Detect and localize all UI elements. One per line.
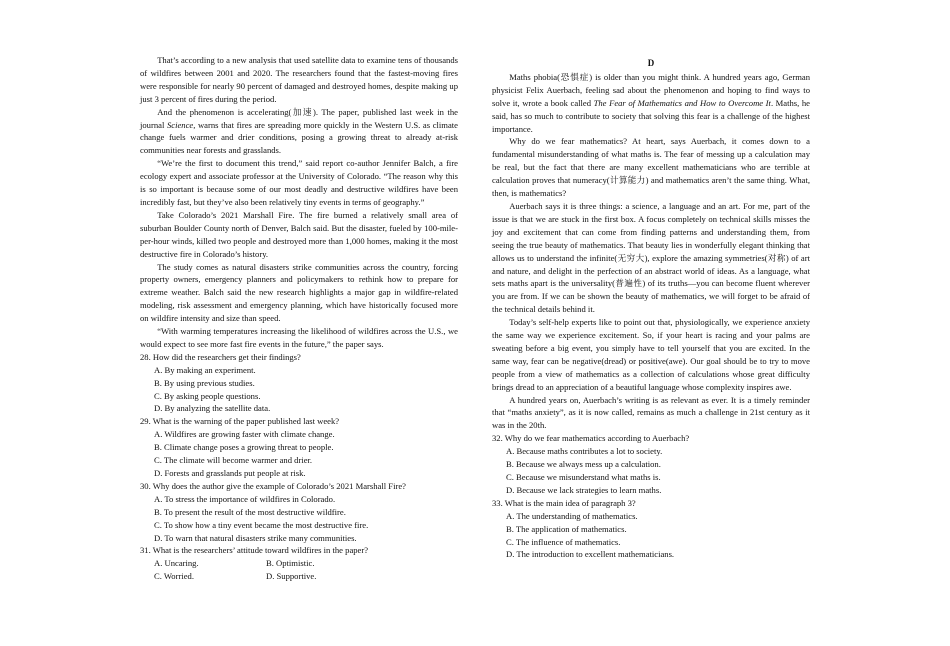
question-30 — [140, 480, 458, 545]
question-stem: 32. Why do we fear mathematics according to Auerbach? — [492, 433, 690, 444]
option-c: C. By asking people questions. — [154, 390, 261, 401]
option-d: D. Because we lack strategies to learn maths. — [506, 484, 662, 495]
option-b: B. The application of mathematics. — [506, 523, 627, 534]
option-d: D. By analyzing the satellite data. — [154, 403, 271, 414]
option-d: D. Supportive. — [266, 571, 317, 582]
question-stem: 28. How did the researchers get their findings? — [140, 351, 301, 362]
option-a: A. Uncaring. — [154, 558, 199, 569]
passage-paragraph: And the phenomenon is accelerating(加速). The paper, published last week in the journal Science, warns that fires are spreading more quickly in the Western U.S. as climate change fuels warmer and drier conditions, posing a growing threat to already at-risk communities near forests and grasslands. — [140, 106, 458, 156]
passage-paragraph: Auerbach says it is three things: a science, a language and an art. For me, part of the issue is that we are stuck in the first box. A focus completely on technical skills misses the joy and excitement that can come from finding patterns and understanding them, from seeing the true beauty of mathematics. That beauty lies in wonderfully elegant thinking that allows us to understand the infinite(无穷大), explore the amazing symmetries(对称) of art and nature, and delight in the perfection of an abstract world of ideas. As a language, what sets maths apart is the universality(普遍性) of its truths—you can become fluent wherever you are from. If we can be shown the beauty of mathematics, we will forget to be afraid of the technical details behind it. — [492, 200, 810, 315]
option-d: D. To warn that natural disasters strike many communities. — [154, 532, 357, 543]
question-32 — [492, 432, 810, 497]
question-stem: 33. What is the main idea of paragraph 3? — [492, 497, 636, 508]
book-title: The Fear of Mathematics and How to Overcome It — [593, 97, 771, 108]
option-c: C. To show how a tiny event became the most destructive fire. — [154, 519, 369, 530]
option-row — [140, 557, 458, 570]
option-d: D. Forests and grasslands put people at risk. — [154, 468, 306, 478]
passage-paragraph: Today’s self-help experts like to point out that, physiologically, we experience anxiety the same way we experience excitement. So, if your heart is racing and your palms are sweating before a big event, you simply have to tell yourself that you are excited. In the same way, fear can be negative(dread) or positive(awe). Our goal should be to try to move people from a view of mathematics as a collection of calculations whose great difficulty brings dread to an appreciation of a beautiful language whose complexity inspires awe. — [492, 317, 810, 392]
question-33 — [492, 497, 810, 562]
question-stem: 29. What is the warning of the paper published last week? — [140, 416, 340, 427]
question-stem: 31. What is the researchers’ attitude toward wildfires in the paper? — [140, 545, 369, 556]
passage-paragraph: Maths phobia(恐惧症) is older than you might think. A hundred years ago, German physicist Felix Auerbach, feeling sad about the phenomenon and hoping to find ways to solve it, wrote a book called The Fear of Mathematics and How to Overcome It. Maths, he said, has so much to contribute to society that solving this fear is a challenge of the highest importance. — [492, 71, 810, 134]
option-a: A. The understanding of mathematics. — [506, 510, 638, 521]
option-b: B. To present the result of the most destructive wildfire. — [154, 506, 346, 517]
option-c: C. Because we misunderstand what maths is. — [506, 472, 661, 482]
option-a: A. Wildfires are growing faster with climate change. — [154, 429, 335, 440]
option-c: C. The influence of mathematics. — [506, 536, 621, 547]
journal-name: Science — [166, 119, 194, 130]
passage-paragraph: A hundred years on, Auerbach’s writing is as relevant as ever. It is a timely reminder that “maths anxiety”, as it is now called, remains as much a challenge in 21st century as it was in the 20th. — [492, 394, 810, 431]
passage-paragraph: “With warming temperatures increasing the likelihood of wildfires across the U.S., we would expect to see more fast fire events in the future,” the paper says. — [140, 326, 458, 349]
section-title: D — [647, 58, 655, 68]
option-c: C. Worried. — [154, 571, 194, 582]
passage-paragraph: “We’re the first to document this trend,” said report co-author Jennifer Balch, a fire ecology expert and associate professor at the University of Colorado. “The reason why this is so important is because some of our most deadly and destructive wildfires have been incredibly fast, but they’ve also been relatively tiny events in terms of geography.” — [140, 158, 458, 207]
option-a: A. To stress the importance of wildfires in Colorado. — [154, 493, 336, 504]
option-b: B. By using previous studies. — [154, 377, 255, 388]
question-31 — [140, 544, 458, 583]
option-b: B. Because we always mess up a calculation. — [506, 459, 661, 470]
option-a: A. By making an experiment. — [154, 364, 256, 375]
option-c: C. The climate will become warmer and drier. — [154, 455, 313, 466]
option-b: B. Climate change poses a growing threat to people. — [154, 442, 334, 453]
left-column — [140, 54, 458, 583]
passage-paragraph: Why do we fear mathematics? At heart, says Auerbach, it comes down to a fundamental misunderstanding of what maths is. The fear of messing up a calculation may be real, but the fact that there are many excellent mathematicians who are terrible at calculation proves that numeracy(计算能力) and mathematics aren’t the same thing. What, then, is mathematics? — [492, 136, 810, 199]
question-stem: 30. Why does the author give the example of Colorado’s 2021 Marshall Fire? — [140, 480, 406, 491]
passage-paragraph: The study comes as natural disasters strike communities across the country, forcing property owners, emergency planners and policymakers to rethink how to prepare for extreme weather. Balch said the new research highlights a major gap in wildfire-related modeling, risk assessment and emergency planning, which have historically focused more on wildfire intensity and size than speed. — [140, 261, 458, 324]
question-28 — [140, 351, 458, 416]
option-row — [140, 570, 458, 583]
right-column — [492, 57, 810, 561]
passage-paragraph: Take Colorado’s 2021 Marshall Fire. The fire burned a relatively small area of suburban Boulder County north of Denver, Balch said. But the disaster, fueled by 100-mile-per-hour winds, killed two people and destroyed more than 1,000 homes, making it the most destructive fire in Colorado’s history. — [140, 209, 458, 259]
option-a: A. Because maths contributes a lot to society. — [506, 446, 663, 457]
option-b: B. Optimistic. — [266, 558, 315, 569]
option-d: D. The introduction to excellent mathematicians. — [506, 549, 675, 560]
passage-paragraph: That’s according to a new analysis that used satellite data to examine tens of thousands of wildfires between 2001 and 2020. The researchers found that the fastest-moving fires were responsible for nearly 90 percent of damaged and destroyed homes, despite making up just 3 percent of fires during the period. — [140, 55, 458, 104]
question-29 — [140, 415, 458, 480]
